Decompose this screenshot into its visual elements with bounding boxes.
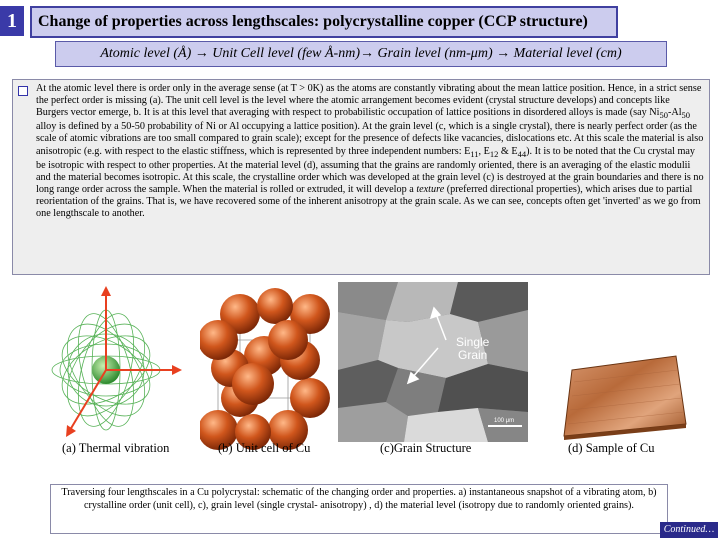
body-paragraph: At the atomic level there is order only in the average sense (at T > 0K) as the atoms are constantly vibrating about the mean lattice position. Hence, in a strict sense the perfect order is missing (a). The unit cell level is the level where the atomic arrangement becomes evident (crystal structure develops) and concepts like Burgers vector emerge, b. It is at this level that averaging with respect to probabilistic occupation of lattice positions in disordered alloys is made (say $Ni_{50}-Al_{50}$ alloy is defined by a 50-50 probability of Ni or Al occupying a lattice position). At the grain level (c, which is a single crystal), there is nearly perfect order (as the scale of atomic vibrations are too small compared to grain scale); except for the presence of defects like vacancies, dislocations etc. At this scale the material is also anisotropic (e.g. with respect to the elastic stiffness, which is represented by three independent numbers: $E_{11}$, $E_{12}$ & $E_{44}$). It is to be noted that the Cu crystal may be isotropic with respect to other properties. At the material level (d), assuming that the grains are randomly oriented, there is an averaging of the elastic modulii and the material becomes isotropic. At this scale, the crystalline order which was developed at the grain level (c) is destroyed at the grain boundaries and there is no long range order across the sample. When the material is rolled or extruded, it will develop a texture (preferred directional properties), which arises due to partial reorientation of the grains. That is, we have recovered some of the inherent anisotropy at the grain scale. As we can see, concepts often get 'inverted' as we go from one lengthscale to another.	[36, 83, 704, 219]
slide-number: 1	[0, 6, 24, 36]
body-text-box	[12, 79, 710, 275]
scale-bar	[488, 425, 522, 427]
figure-c-caption: (c)Grain Structure	[380, 441, 472, 455]
slide-title: Change of properties across lengthscales: polycrystalline copper (CCP structure)	[30, 6, 618, 38]
copper-sample-figure	[554, 282, 694, 458]
thermal-vibration-figure	[44, 282, 184, 458]
figure-b-caption: (b) Unit cell of Cu	[218, 441, 311, 455]
grain-structure-figure	[338, 282, 528, 442]
figure-d-caption: (d) Sample of Cu	[568, 441, 655, 455]
continued-button[interactable]: Continued…	[660, 522, 718, 538]
bullet-icon	[18, 86, 28, 96]
single-grain-label-line1: Single	[456, 335, 490, 349]
figure-caption-box: Traversing four lengthscales in a Cu polycrystal: schematic of the changing order and properties. a) instantaneous snapshot of a vibrating atom, b) crystalline order (unit cell), c), grain level (single crystal- anisotropy) , d) the material level (isotropy due to randomly oriented grains).	[50, 484, 668, 534]
lengthscale-subtitle: Atomic level (Å) → Unit Cell level (few Å-nm)→ Grain level (nm-μm) → Material level (cm)	[55, 41, 667, 67]
scale-bar-label: 100 μm	[494, 418, 515, 424]
figure-a-caption: (a) Thermal vibration	[62, 441, 170, 455]
single-grain-label-line2: Grain	[458, 348, 488, 362]
unit-cell-figure	[200, 282, 330, 458]
